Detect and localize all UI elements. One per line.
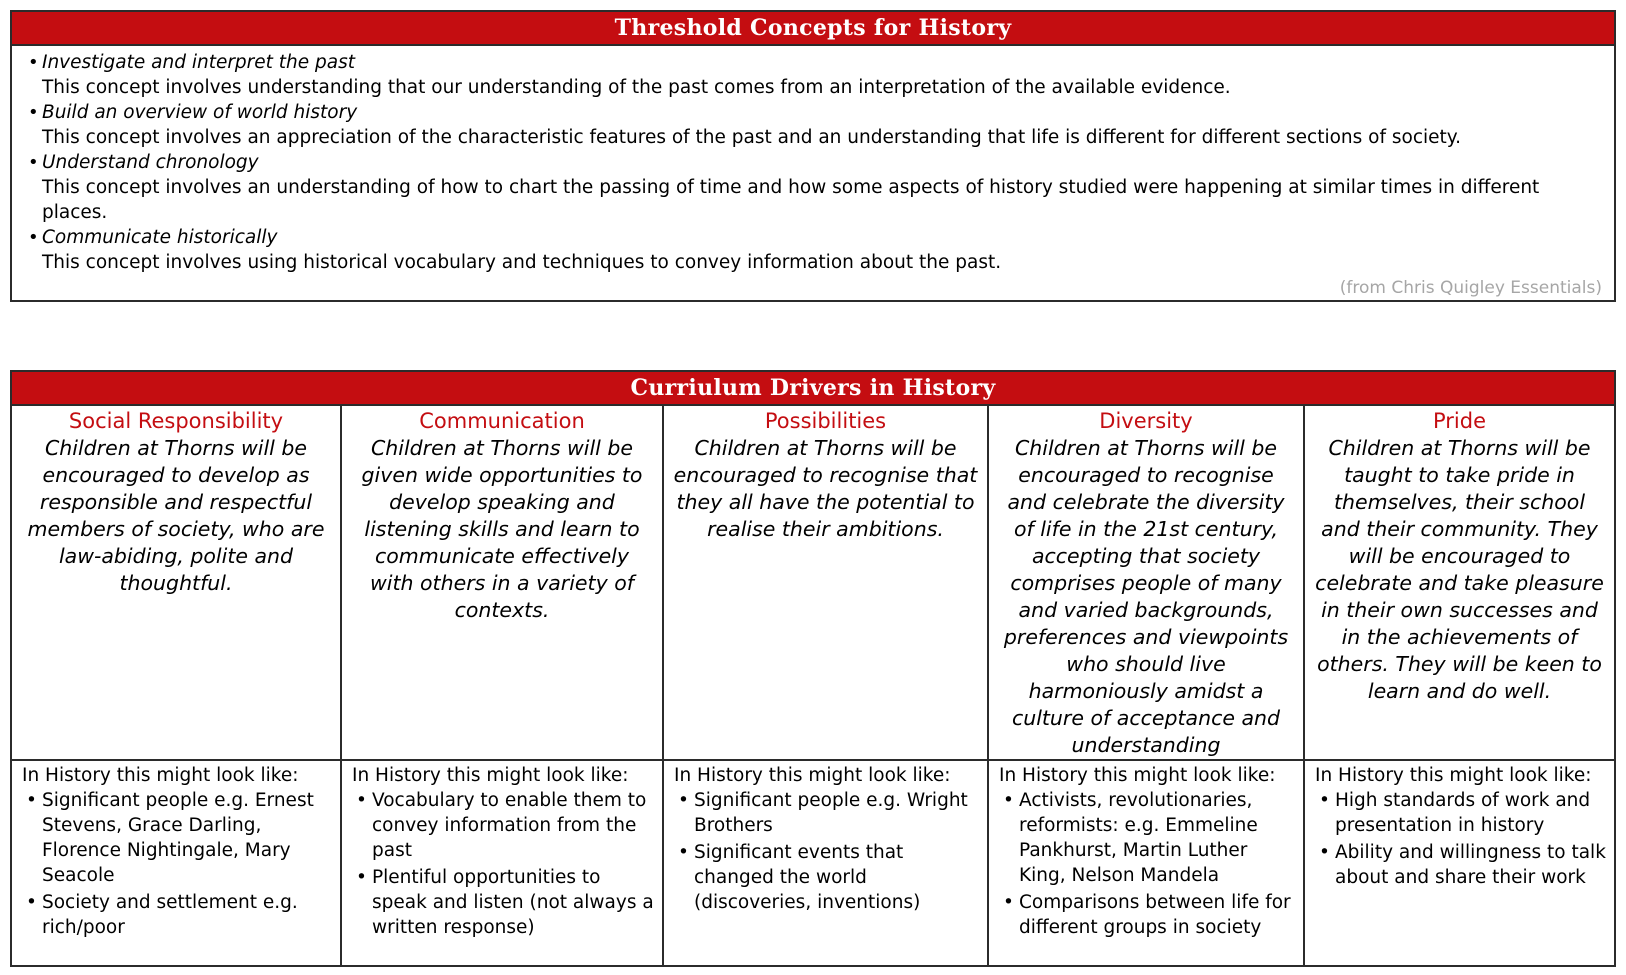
concept-item (28, 150, 1594, 225)
bullet-icon: • (678, 842, 689, 863)
examples-heading: In History this might look like: (352, 765, 629, 786)
bullet-icon: • (1319, 842, 1330, 863)
list-item-text: Ability and willingness to talk about and share their work (1335, 842, 1606, 888)
bullet-icon: • (1003, 892, 1014, 913)
curriculum-drivers-table (10, 370, 1616, 967)
bullet-icon: • (28, 102, 39, 123)
driver-text: Children at Thorns will be encouraged to develop as responsible and respectful members of society, who are law-abiding, polite and thoughtful. (27, 436, 325, 595)
concept-title: Build an overview of world history (42, 102, 358, 123)
examples-heading: In History this might look like: (1315, 765, 1592, 786)
list-item (1319, 788, 1606, 838)
bullet-icon: • (26, 790, 37, 811)
threshold-title: Threshold Concepts for History (12, 12, 1614, 46)
driver-columns (12, 406, 1614, 967)
bullet-icon: • (28, 152, 39, 173)
list-item (1319, 840, 1606, 890)
examples-list (1315, 788, 1606, 890)
examples-list (999, 788, 1295, 940)
concept-title: Understand chronology (42, 152, 259, 173)
concept-title: Communicate historically (42, 227, 278, 248)
driver-examples-cell (989, 761, 1303, 967)
list-item-text: Significant events that changed the world (discoveries, inventions) (694, 842, 921, 913)
list-item (356, 788, 654, 863)
list-item-text: Plentiful opportunities to speak and listen (not always a written response) (372, 867, 654, 938)
list-item (1003, 788, 1295, 888)
source-credit: (from Chris Quigley Essentials) (1339, 278, 1602, 298)
bullet-icon: • (28, 227, 39, 248)
driver-examples-cell (342, 761, 662, 967)
threshold-concepts-table (10, 10, 1616, 302)
drivers-title: Curriulum Drivers in History (12, 372, 1614, 406)
list-item (26, 890, 332, 940)
concept-list (12, 46, 1614, 275)
concept-description: This concept involves understanding that our understanding of the past comes from an interpretation of the available evidence. (42, 77, 1231, 98)
list-item (678, 788, 979, 838)
driver-examples-cell (1305, 761, 1614, 967)
driver-text: Children at Thorns will be taught to take pride in themselves, their school and their community. They will be encouraged to celebrate and take pleasure in their own successes and in the achievements of others. They will be keen to learn and do well. (1315, 436, 1604, 703)
driver-name: Communication (419, 409, 585, 433)
list-item (26, 788, 332, 888)
driver-description-cell (664, 406, 987, 761)
list-item-text: Significant people e.g. Wright Brothers (694, 790, 968, 836)
driver-name: Pride (1432, 409, 1486, 433)
list-item-text: High standards of work and presentation in history (1335, 790, 1591, 836)
examples-heading: In History this might look like: (999, 765, 1276, 786)
driver-column-possibilities (664, 406, 989, 967)
concept-item (28, 225, 1594, 275)
concept-title: Investigate and interpret the past (42, 52, 356, 73)
examples-heading: In History this might look like: (674, 765, 951, 786)
driver-column-social-responsibility (12, 406, 342, 967)
examples-list (22, 788, 332, 940)
list-item (1003, 890, 1295, 940)
examples-list (674, 788, 979, 915)
concept-item (28, 100, 1594, 150)
driver-name: Possibilities (764, 409, 887, 433)
driver-description-cell (12, 406, 340, 761)
driver-text: Children at Thorns will be given wide opportunities to develop speaking and listening skills and learn to communicate effectively with others in a variety of contexts. (361, 436, 643, 622)
bullet-icon: • (678, 790, 689, 811)
driver-description-cell (989, 406, 1303, 761)
bullet-icon: • (1003, 790, 1014, 811)
list-item (678, 840, 979, 915)
bullet-icon: • (26, 892, 37, 913)
concept-description: This concept involves an appreciation of the characteristic features of the past and an understanding that life is different for different sections of society. (42, 127, 1461, 148)
driver-column-communication (342, 406, 664, 967)
concept-item (28, 50, 1594, 100)
list-item-text: Vocabulary to enable them to convey information from the past (372, 790, 647, 861)
driver-examples-cell (12, 761, 340, 967)
driver-column-pride (1305, 406, 1614, 967)
bullet-icon: • (1319, 790, 1330, 811)
list-item-text: Comparisons between life for different groups in society (1019, 892, 1291, 938)
list-item-text: Activists, revolutionaries, reformists: e.g. Emmeline Pankhurst, Martin Luther King, Nelson Mandela (1019, 790, 1258, 886)
bullet-icon: • (356, 867, 367, 888)
driver-description-cell (1305, 406, 1614, 761)
examples-heading: In History this might look like: (22, 765, 299, 786)
driver-description-cell (342, 406, 662, 761)
driver-name: Social Responsibility (68, 409, 284, 433)
concept-description: This concept involves using historical vocabulary and techniques to convey information about the past. (42, 252, 1002, 273)
list-item-text: Society and settlement e.g. rich/poor (42, 892, 298, 938)
driver-examples-cell (664, 761, 987, 967)
driver-name: Diversity (1099, 409, 1193, 433)
bullet-icon: • (28, 52, 39, 73)
driver-column-diversity (989, 406, 1305, 967)
driver-text: Children at Thorns will be encouraged to recognise that they all have the potential to realise their ambitions. (673, 436, 978, 541)
list-item-text: Significant people e.g. Ernest Stevens, Grace Darling, Florence Nightingale, Mary Seacole (42, 790, 314, 886)
examples-list (352, 788, 654, 940)
concept-description: This concept involves an understanding of how to chart the passing of time and how some aspects of history studied were happening at similar times in different places. (42, 177, 1540, 223)
driver-text: Children at Thorns will be encouraged to recognise and celebrate the diversity of life in the 21st century, accepting that society comprises people of many and varied backgrounds, preferences and viewpoints who should live harmoniously amidst a culture of acceptance and understanding (1003, 436, 1289, 757)
list-item (356, 865, 654, 940)
bullet-icon: • (356, 790, 367, 811)
